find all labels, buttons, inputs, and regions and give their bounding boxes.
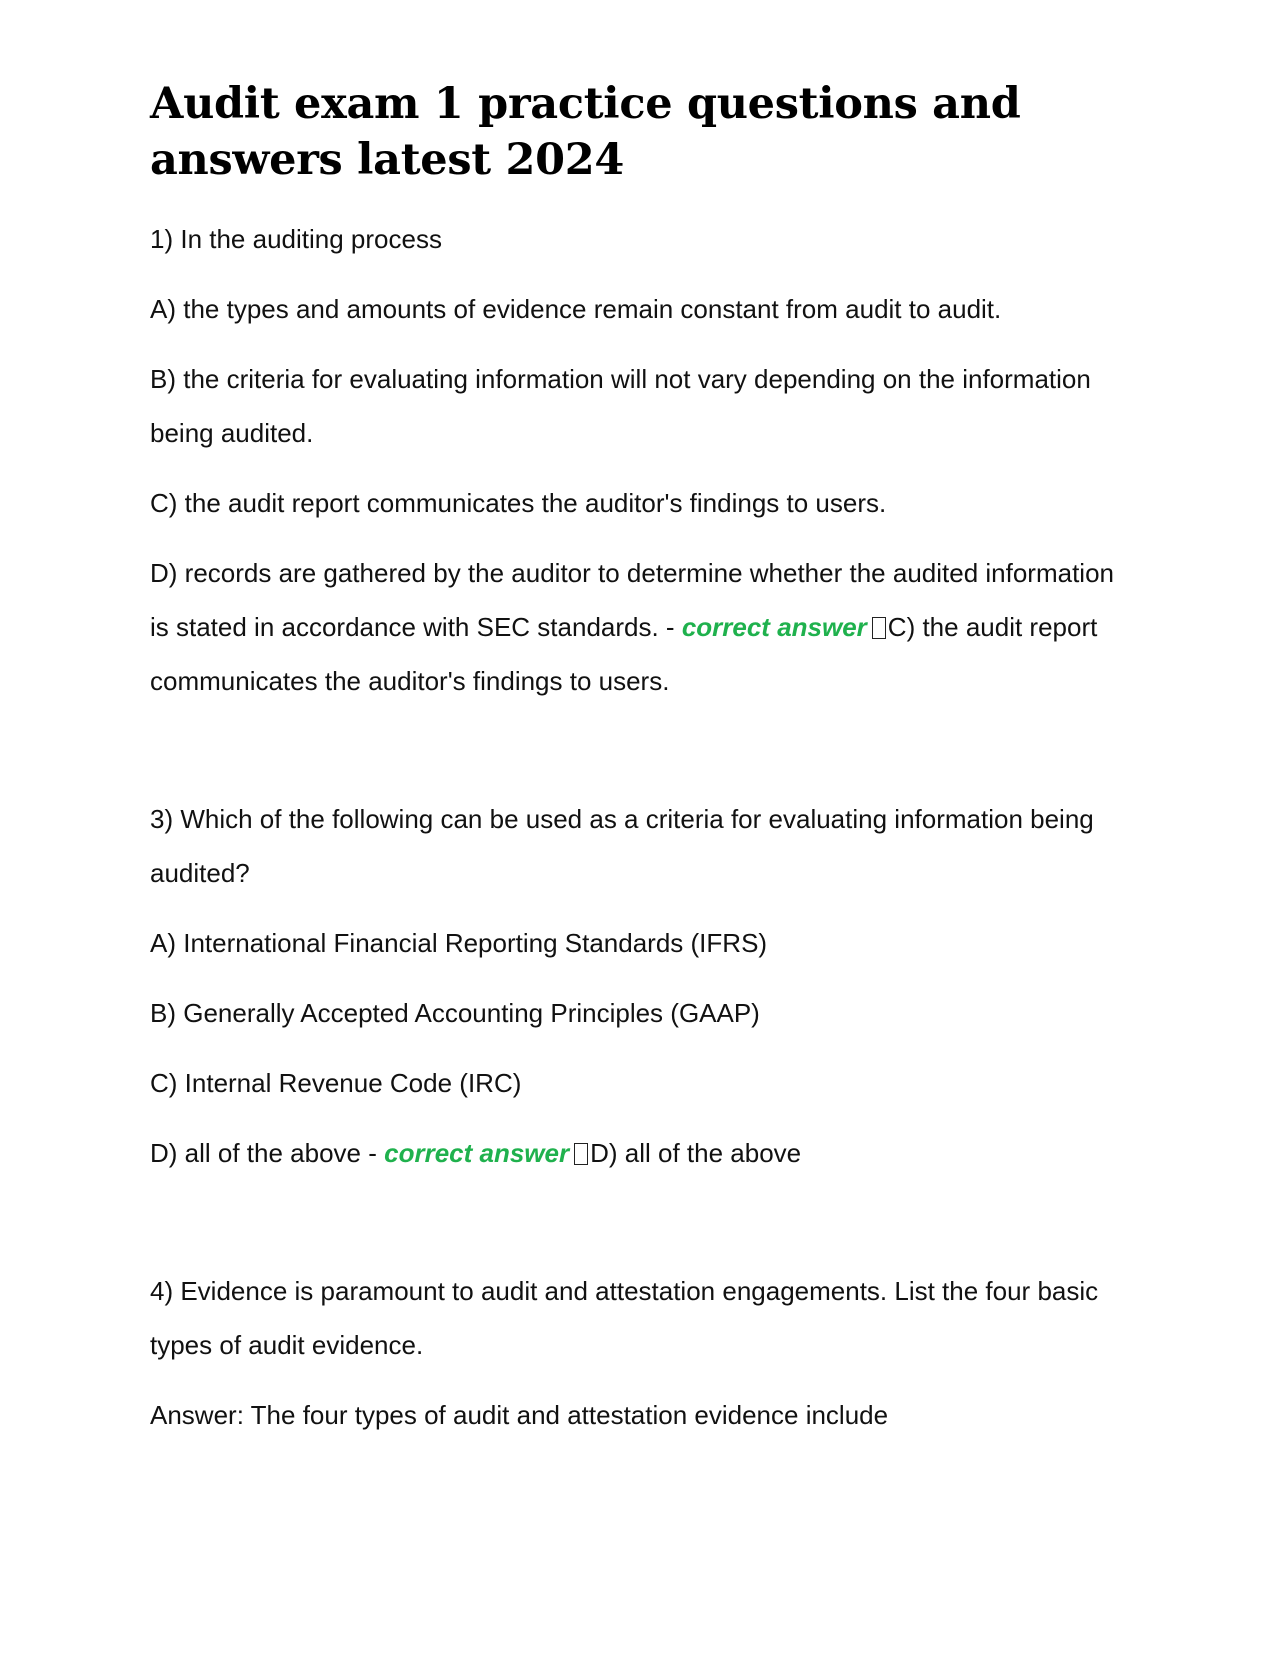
question-text: 1) In the auditing process: [150, 224, 442, 254]
option-a: A) the types and amounts of evidence remain constant from audit to audit.: [150, 294, 1002, 324]
spacer: [150, 724, 1135, 792]
option-c: C) Internal Revenue Code (IRC): [150, 1068, 522, 1098]
question-1: [150, 212, 1135, 708]
option-d: [150, 546, 1135, 708]
option-b: B) Generally Accepted Accounting Principles (GAAP): [150, 998, 760, 1028]
answer-intro: Answer: The four types of audit and attestation evidence include: [150, 1400, 889, 1430]
option-d-text: D) records are gathered by the auditor to determine whether the audited information is stated in accordance with SEC standards. -: [150, 558, 1114, 642]
option-b: B) the criteria for evaluating information will not vary depending on the information being audited.: [150, 364, 1091, 448]
missing-glyph-icon: [872, 617, 886, 639]
correct-answer-text: C) the audit report communicates the auditor's findings to users.: [150, 612, 1098, 696]
missing-glyph-icon: [574, 1143, 588, 1165]
correct-answer-label: correct answer: [384, 1138, 570, 1168]
correct-answer-text: D) all of the above: [590, 1138, 802, 1168]
option-a: A) International Financial Reporting Standards (IFRS): [150, 928, 768, 958]
option-d: [150, 1126, 1135, 1180]
document-page: [150, 72, 1135, 1458]
option-d-text: D) all of the above -: [150, 1138, 385, 1168]
question-3: [150, 792, 1135, 1180]
correct-answer-label: correct answer: [681, 612, 867, 642]
question-text: 3) Which of the following can be used as a criteria for evaluating information being audited?: [150, 804, 1094, 888]
spacer: [150, 1196, 1135, 1264]
question-4: [150, 1264, 1135, 1442]
question-text: 4) Evidence is paramount to audit and attestation engagements. List the four basic types of audit evidence.: [150, 1276, 1099, 1360]
page-title: Audit exam 1 practice questions and answers latest 2024: [150, 79, 1021, 185]
option-c: C) the audit report communicates the auditor's findings to users.: [150, 488, 887, 518]
